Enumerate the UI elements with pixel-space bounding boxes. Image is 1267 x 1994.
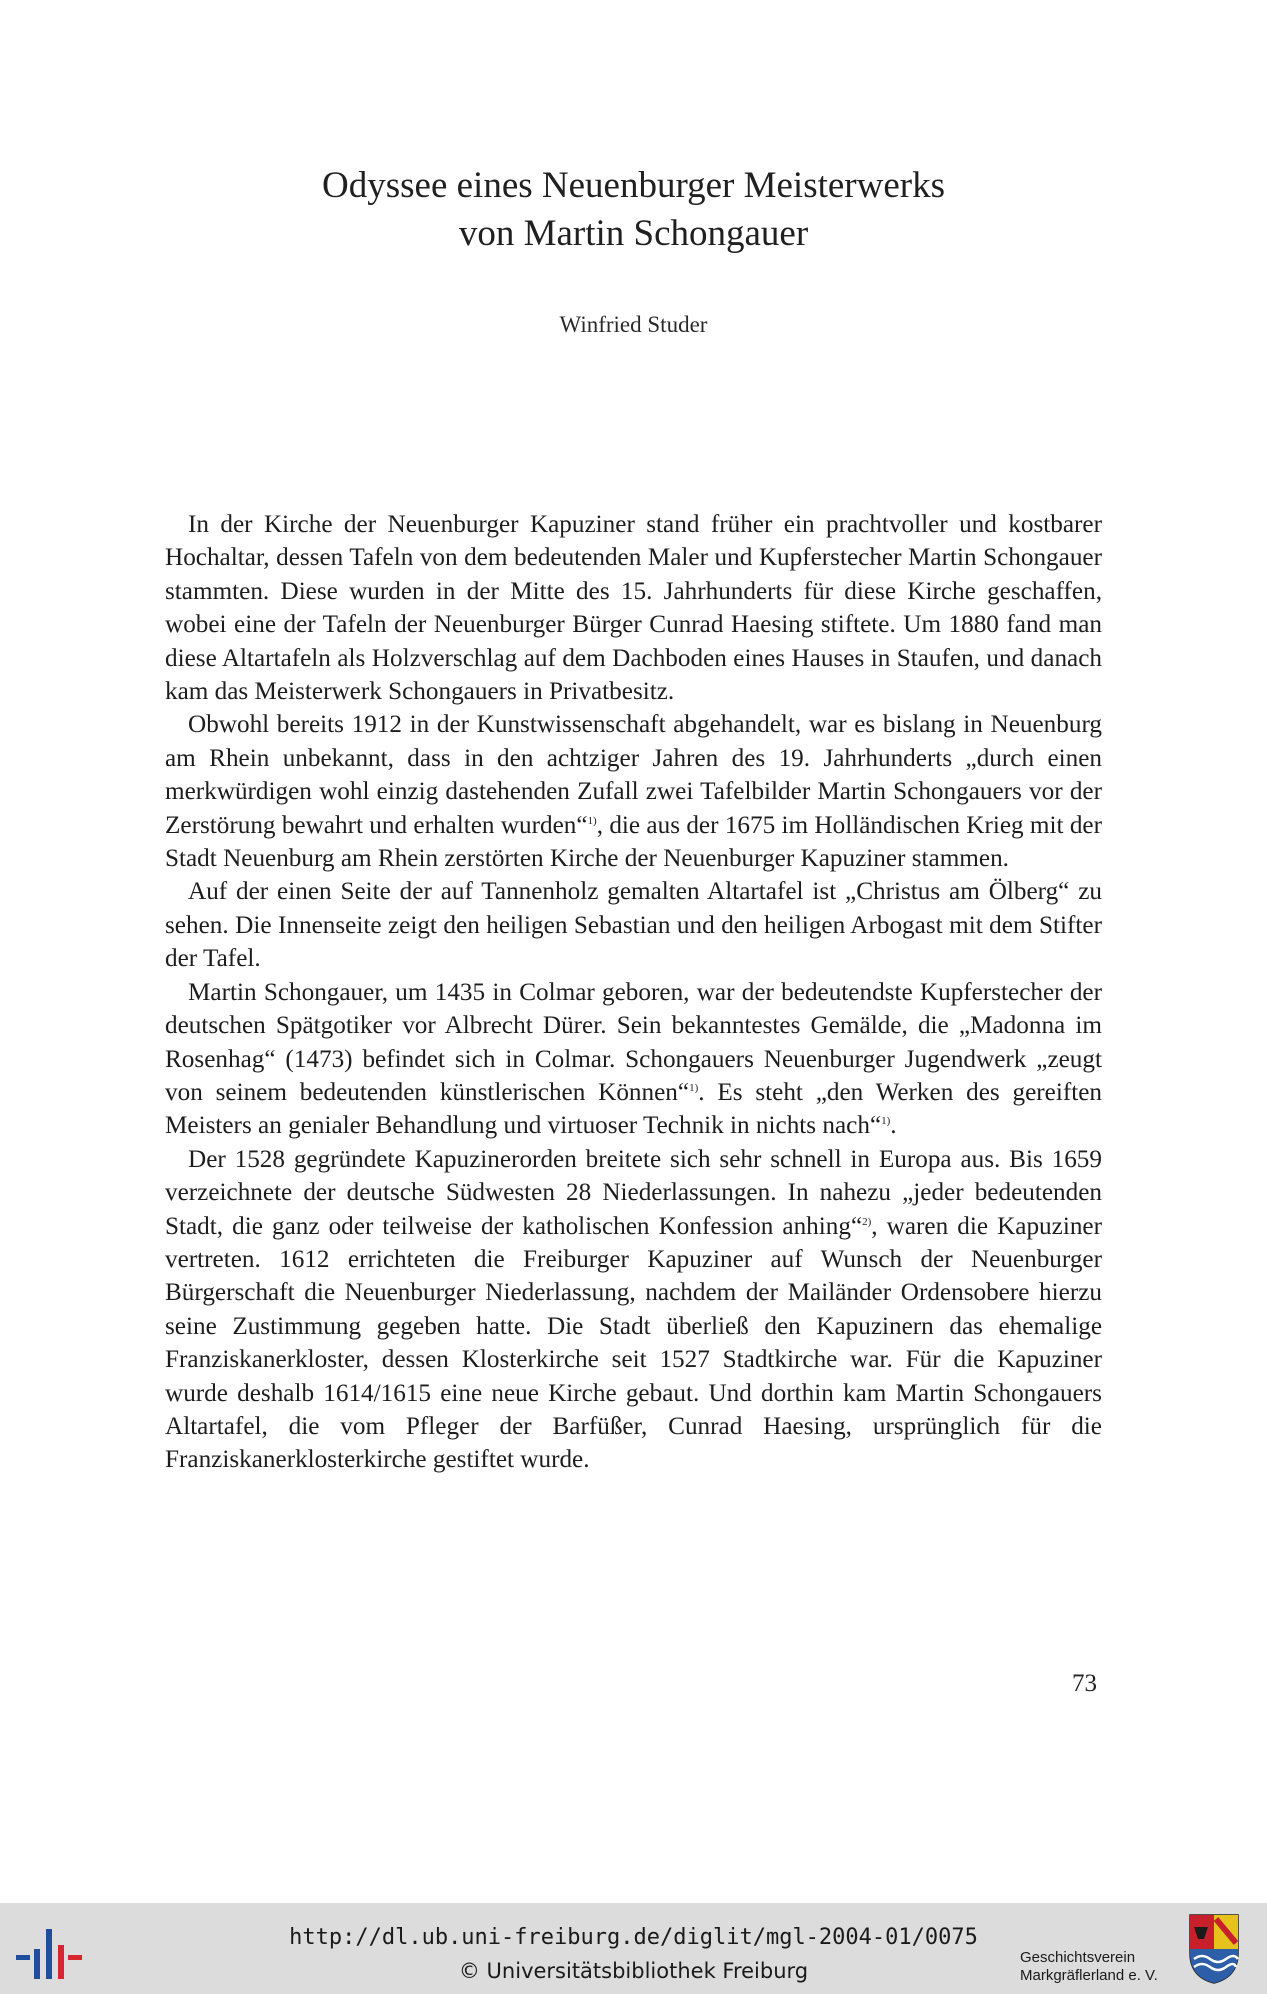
author-name: Winfried Studer	[559, 312, 708, 337]
page-number: 73	[1072, 1670, 1097, 1697]
footnote-ref: 1)	[881, 1115, 891, 1128]
paragraph-1: In der Kirche der Neuenburger Kapuziner stand früher ein prachtvoller und kostbarer Hochaltar, dessen Tafeln von dem bedeutenden Maler und Kupferstecher Martin Schongauer stammten. Diese wurden in der Mitte des 15. Jahrhunderts für diese Kirche geschaffen, wobei eine der Tafeln der Neuenburger Bürger Cunrad Haesing stiftete. Um 1880 fand man diese Altartafeln als Holzverschlag auf dem Dachboden eines Hauses in Staufen, und danach kam das Meisterwerk Schongauers in Privatbesitz.	[165, 511, 1102, 706]
title-line-1: Odyssee eines Neuenburger Meisterwerks	[322, 165, 945, 206]
paragraph-3: Auf der einen Seite der auf Tannenholz gemalten Altartafel ist „Christus am Ölberg“ zu sehen. Die Innenseite zeigt den heiligen Sebastian und den heiligen Arbogast mit dem Stifter der Tafel.	[165, 878, 1102, 973]
article-body	[165, 508, 1102, 1477]
society-name: Geschichtsverein Markgräflerland e. V.	[1020, 1949, 1158, 1984]
title-line-2: von Martin Schongauer	[458, 213, 809, 254]
footer-url-link[interactable]: http://dl.ub.uni-freiburg.de/diglit/mgl-2004-01/0075	[289, 1925, 978, 1950]
footnote-ref: 1)	[689, 1081, 699, 1094]
article-title	[0, 162, 1267, 258]
paragraph-2: Obwohl bereits 1912 in der Kunstwissenschaft abgehandelt, war es bislang in Neuenburg am Rhein unbekannt, dass in den achtziger Jahren des 19. Jahrhunderts „durch einen merkwürdigen wohl einzig dastehenden Zufall zwei Tafelbilder Martin Schongauers vor der Zerstörung bewahrt und erhalten wurden“$^{1)}$, die aus der 1675 im Holländischen Krieg mit der Stadt Neuenburg am Rhein zerstörten Kirche der Neuenburger Kapuziner stammen.	[165, 711, 1102, 873]
paragraph-5: Der 1528 gegründete Kapuzinerorden breitete sich sehr schnell in Europa aus. Bis 1659 verzeichnete der deutsche Südwesten 28 Niederlassungen. In nahezu „jeder bedeutenden Stadt, die ganz oder teilweise der katholischen Konfession anhing“$^{2)}$, waren die Kapuziner vertreten. 1612 errichteten die Freiburger Kapuziner auf Wunsch der Neuenburger Bürgerschaft die Neuenburger Niederlassung, nachdem der Mailänder Ordensobere hierzu seine Zustimmung gegeben hatte. Die Stadt überließ den Kapuzinern das ehemalige Franziskanerkloster, dessen Klosterkirche seit 1527 Stadtkirche war. Für die Kapuziner wurde deshalb 1614/1615 eine neue Kirche gebaut. Und dorthin kam Martin Schongauers Altartafel, die vom Pfleger der Barfüßer, Cunrad Haesing, ursprünglich für die Franziskanerklosterkirche gestiftet wurde.	[165, 1145, 1102, 1474]
footer-bar	[0, 1903, 1267, 1994]
footnote-ref: 2)	[862, 1215, 872, 1228]
coat-of-arms-icon	[1188, 1913, 1240, 1985]
footnote-ref: 1)	[587, 814, 597, 827]
footer-copyright: © Universitätsbibliothek Freiburg	[458, 1959, 809, 1983]
paragraph-4: Martin Schongauer, um 1435 in Colmar geboren, war der bedeutendste Kupferstecher der deutschen Spätgotiker vor Albrecht Dürer. Sein bekanntestes Gemälde, die „Madonna im Rosenhag“ (1473) befindet sich in Colmar. Schongauers Neuenburger Jugendwerk „zeugt von seinem bedeutenden künstlerischen Können“$^{1)}$. Es steht „den Werken des gereiften Meisters an genialer Behandlung und virtuoser Technik in nichts nach“$^{1)}$.	[165, 978, 1102, 1140]
